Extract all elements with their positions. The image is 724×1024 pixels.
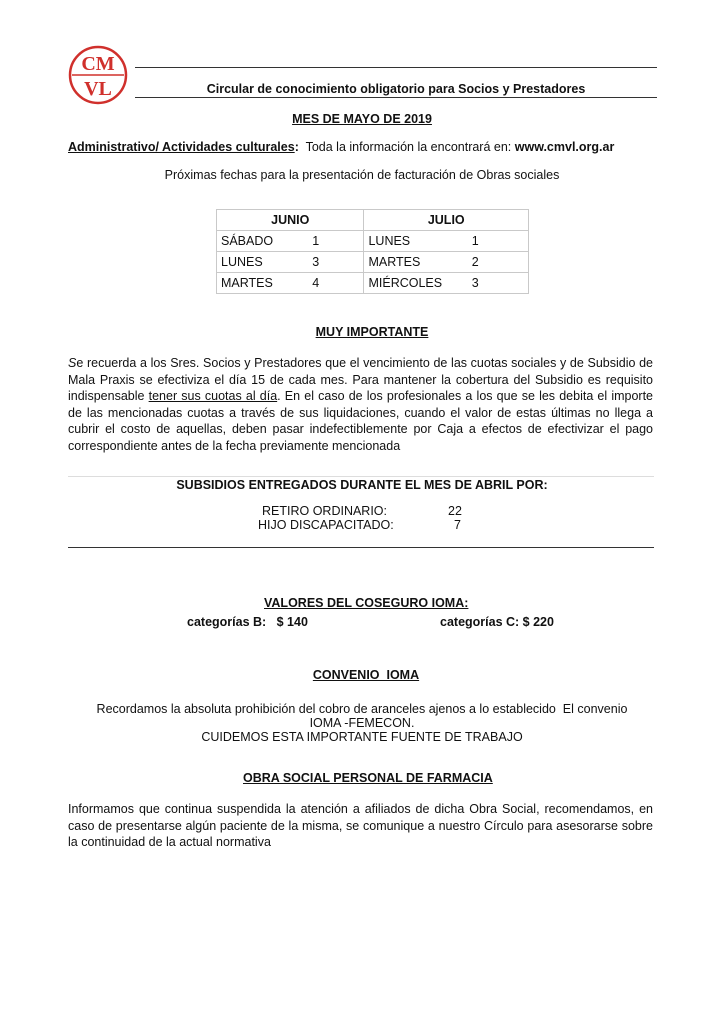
coseguro-cat-c: categorías C: $ 220	[440, 615, 554, 629]
jun-day: MARTES	[217, 273, 309, 294]
subsidy-label: RETIRO ORDINARIO:	[262, 504, 388, 518]
jun-day: SÁBADO	[217, 231, 309, 252]
month-title: MES DE MAYO DE 2019	[292, 112, 432, 126]
convenio-title: CONVENIO IOMA	[312, 668, 420, 682]
important-title: MUY IMPORTANTE	[315, 325, 429, 339]
jul-day: MARTES	[364, 252, 468, 273]
jul-num: 1	[468, 231, 529, 252]
farmacia-title: OBRA SOCIAL PERSONAL DE FARMACIA	[243, 771, 493, 785]
jul-num: 3	[468, 273, 529, 294]
admin-colon: :	[294, 140, 299, 154]
billing-intro: Próximas fechas para la presentación de facturación de Obras sociales	[164, 168, 560, 182]
subsidies-top-rule	[68, 476, 654, 477]
farmacia-paragraph: Informamos que continua suspendida la atención a afiliados de dicha Obra Social, recomendamos, en caso de presentarse algún paciente de la misma, se comunique a nuestro Círculo para asesorarse sobre la continuidad de la actual normativa	[68, 802, 653, 849]
jun-day: LUNES	[217, 252, 309, 273]
svg-text:VL: VL	[84, 78, 112, 100]
coseguro-title: VALORES DEL COSEGURO IOMA:	[264, 596, 469, 610]
table-row	[217, 252, 529, 273]
table-header-row	[217, 210, 529, 231]
header-bottom-rule	[135, 97, 657, 98]
important-underlined: tener sus cuotas al día	[148, 389, 278, 403]
jun-num: 3	[308, 252, 364, 273]
admin-label: Administrativo/ Actividades culturales	[68, 140, 295, 154]
website-link[interactable]: www.cmvl.org.ar	[514, 140, 615, 154]
convenio-line-3: CUIDEMOS ESTA IMPORTANTE FUENTE DE TRABAJO	[201, 730, 523, 744]
jul-day: LUNES	[364, 231, 468, 252]
table-row	[217, 273, 529, 294]
convenio-line-1: Recordamos la absoluta prohibición del cobro de aranceles ajenos a lo establecido El convenio	[96, 702, 628, 716]
header-junio: JUNIO	[217, 210, 364, 231]
jul-num: 2	[468, 252, 529, 273]
important-paragraph	[68, 355, 653, 454]
important-text-1: e recuerda a los Sres. Socios y Prestadores que el vencimiento de las cuotas sociales y de Subsidio de Mala Praxis se efectiviza el día 15 de cada mes. Para mantener la cobertura del Subsidio es requisito indispensable	[68, 356, 653, 403]
billing-schedule-table	[216, 209, 529, 294]
jun-num: 1	[308, 231, 364, 252]
jun-num: 4	[308, 273, 364, 294]
important-text-2: . En el caso de los profesionales a los que se les debita el importe de las mencionadas cuotas a través de sus liquidaciones, cuando el valor de estas últimas no llega a cubrir el costo de aquellas, deben pasar indefectiblemente por Caja a efectos de efectivizar el pago correspondiente antes de la fecha previamente mencionada	[68, 389, 654, 453]
jul-day: MIÉRCOLES	[364, 273, 468, 294]
subsidies-bottom-rule	[68, 547, 654, 548]
coseguro-cat-b: categorías B: $ 140	[187, 615, 308, 629]
cmvl-logo	[68, 45, 128, 105]
subsidies-title: SUBSIDIOS ENTREGADOS DURANTE EL MES DE ABRIL POR:	[176, 478, 548, 492]
subsidy-value: 22	[448, 504, 462, 518]
important-initial: S	[68, 356, 77, 370]
convenio-line-2: IOMA -FEMECON.	[309, 716, 415, 730]
admin-text: Toda la información la encontrará en:	[305, 140, 515, 154]
subsidy-label: HIJO DISCAPACITADO:	[258, 518, 394, 532]
admin-line	[68, 140, 668, 154]
svg-text:CM: CM	[81, 53, 115, 75]
header-julio: JULIO	[364, 210, 529, 231]
subsidy-value: 7	[454, 518, 461, 532]
header-top-rule	[135, 67, 657, 68]
circular-title: Circular de conocimiento obligatorio para Socios y Prestadores	[206, 82, 586, 96]
table-row	[217, 231, 529, 252]
